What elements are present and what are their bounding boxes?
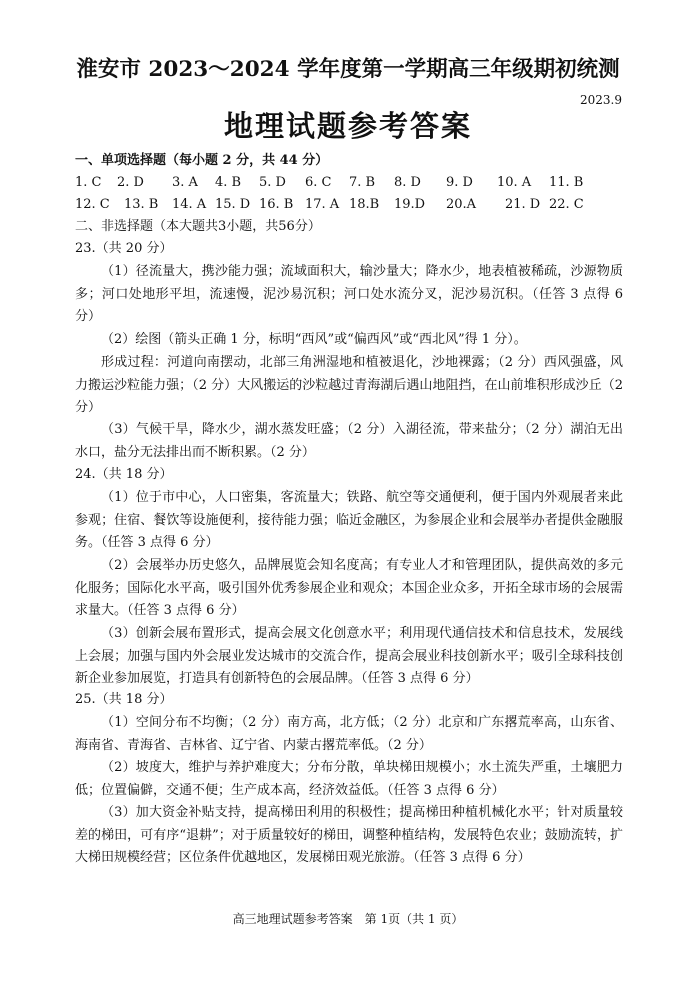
mcq-answer: 18.B <box>349 197 380 212</box>
mcq-answer: 12. C <box>75 197 110 212</box>
page-title: 地理试题参考答案 <box>223 109 472 143</box>
mcq-answer: 3. A <box>172 175 198 190</box>
q25-answer-2: （2）坡度大，维护与养护难度大；分布分散，单块梯田规模小；水土流失严重，土壤肥力低；位置偏僻，交通不便；生产成本高，经济效益低。（任答 3 点得 6 分） <box>75 760 623 798</box>
mcq-answer: 17. A <box>305 197 340 212</box>
mcq-answer: 21. D <box>505 197 541 212</box>
mcq-answer: 11. B <box>549 175 584 190</box>
exam-title: 淮安市 2023～2024 学年度第一学期高三年级期初统测 <box>76 57 620 82</box>
mcq-answer: 4. B <box>215 175 242 190</box>
q23-answer-2: （2）绘图（箭头正确 1 分，标明“西风”或“偏西风”或“西北风”得 1 分）。 <box>101 332 527 347</box>
q25-answer-1: （1）空间分布不均衡；（2 分）南方高，北方低；（2 分）北京和广东撂荒率高，山东省、海南省、青海省、吉林省、辽宁省、内蒙古撂荒率低。（2 分） <box>75 715 623 753</box>
q24-answer-3: （3）创新会展布置形式，提高会展文化创意水平；利用现代通信技术和信息技术，发展线上会展；加强与国内外会展业发达城市的交流合作，提高会展业科技创新水平；吸引全球科技创新企业参加展览，打造具有创新特色的会展品牌。（任答 3 点得 6 分） <box>75 626 623 687</box>
q24-answer-1: （1）位于市中心，人口密集，客流量大；铁路、航空等交通便利，便于国内外观展者来此参观；住宿、餐饮等设施便利，接待能力强；临近金融区，为参展企业和会展举办者提供金融服务。（任答 3 点得 6 分） <box>75 490 623 551</box>
q25-answer-3: （3）加大资金补贴支持，提高梯田利用的积极性；提高梯田种植机械化水平；针对质量较差的梯田，可有序“退耕”；对于质量较好的梯田，调整种植结构，发展特色农业；鼓励流转，扩大梯田规模经营；区位条件优越地区，发展梯田观光旅游。（任答 3 点得 6 分） <box>75 805 623 866</box>
mcq-answer: 9. D <box>446 175 473 190</box>
section2-heading: 二、非选择题（本大题共3小题，共56分） <box>75 219 321 234</box>
q23-answer-2-process: 形成过程：河道向南摆动，北部三角洲湿地和植被退化，沙地裸露；（2 分）西风强盛，风力搬运沙粒能力强；（2 分）大风搬运的沙粒越过青海湖后遇山地阻挡，在山前堆积形成沙丘（2 分） <box>75 355 623 416</box>
page-footer: 高三地理试题参考答案 第 1页（共 1 页） <box>232 912 464 926</box>
q23-answer-3: （3）气候干旱，降水少，湖水蒸发旺盛；（2 分）入湖径流，带来盐分；（2 分）湖泊无出水口，盐分无法排出而不断积累。（2 分） <box>75 422 623 460</box>
mcq-answer: 1. C <box>75 175 102 190</box>
mcq-answer: 14. A <box>172 197 207 212</box>
mcq-answer: 16. B <box>259 197 294 212</box>
mcq-answer: 19.D <box>394 197 426 212</box>
q23-heading: 23.（共 20 分） <box>75 241 173 256</box>
q25-heading: 25.（共 18 分） <box>75 692 173 707</box>
mcq-answer: 8. D <box>394 175 421 190</box>
mcq-answer: 10. A <box>497 175 532 190</box>
mcq-answer: 20.A <box>446 197 477 212</box>
q23-answer-1: （1）径流量大，携沙能力强；流域面积大，输沙量大；降水少，地表植被稀疏，沙源物质多；河口处地形平坦，流速慢，泥沙易沉积；河口处水流分叉，泥沙易沉积。（任答 3 点得 6 分） <box>75 264 623 325</box>
q24-answer-2: （2）会展举办历史悠久，品牌展览会知名度高；有专业人才和管理团队，提供高效的多元化服务；国际化水平高，吸引国外优秀参展企业和观众；本国企业众多，开拓全球市场的会展需求量大。（任答 3 点得 6 分） <box>75 558 623 619</box>
mcq-answer: 15. D <box>215 197 251 212</box>
mcq-answer: 7. B <box>349 175 376 190</box>
section1-heading: 一、单项选择题（每小题 2 分，共 44 分） <box>75 153 329 168</box>
mcq-answer: 13. B <box>124 197 159 212</box>
q24-heading: 24.（共 18 分） <box>75 467 173 482</box>
mcq-answer: 2. D <box>117 175 144 190</box>
mcq-answer: 5. D <box>259 175 286 190</box>
mcq-answer: 6. C <box>305 175 332 190</box>
exam-date: 2023.9 <box>580 93 622 107</box>
mcq-answer: 22. C <box>549 197 584 212</box>
